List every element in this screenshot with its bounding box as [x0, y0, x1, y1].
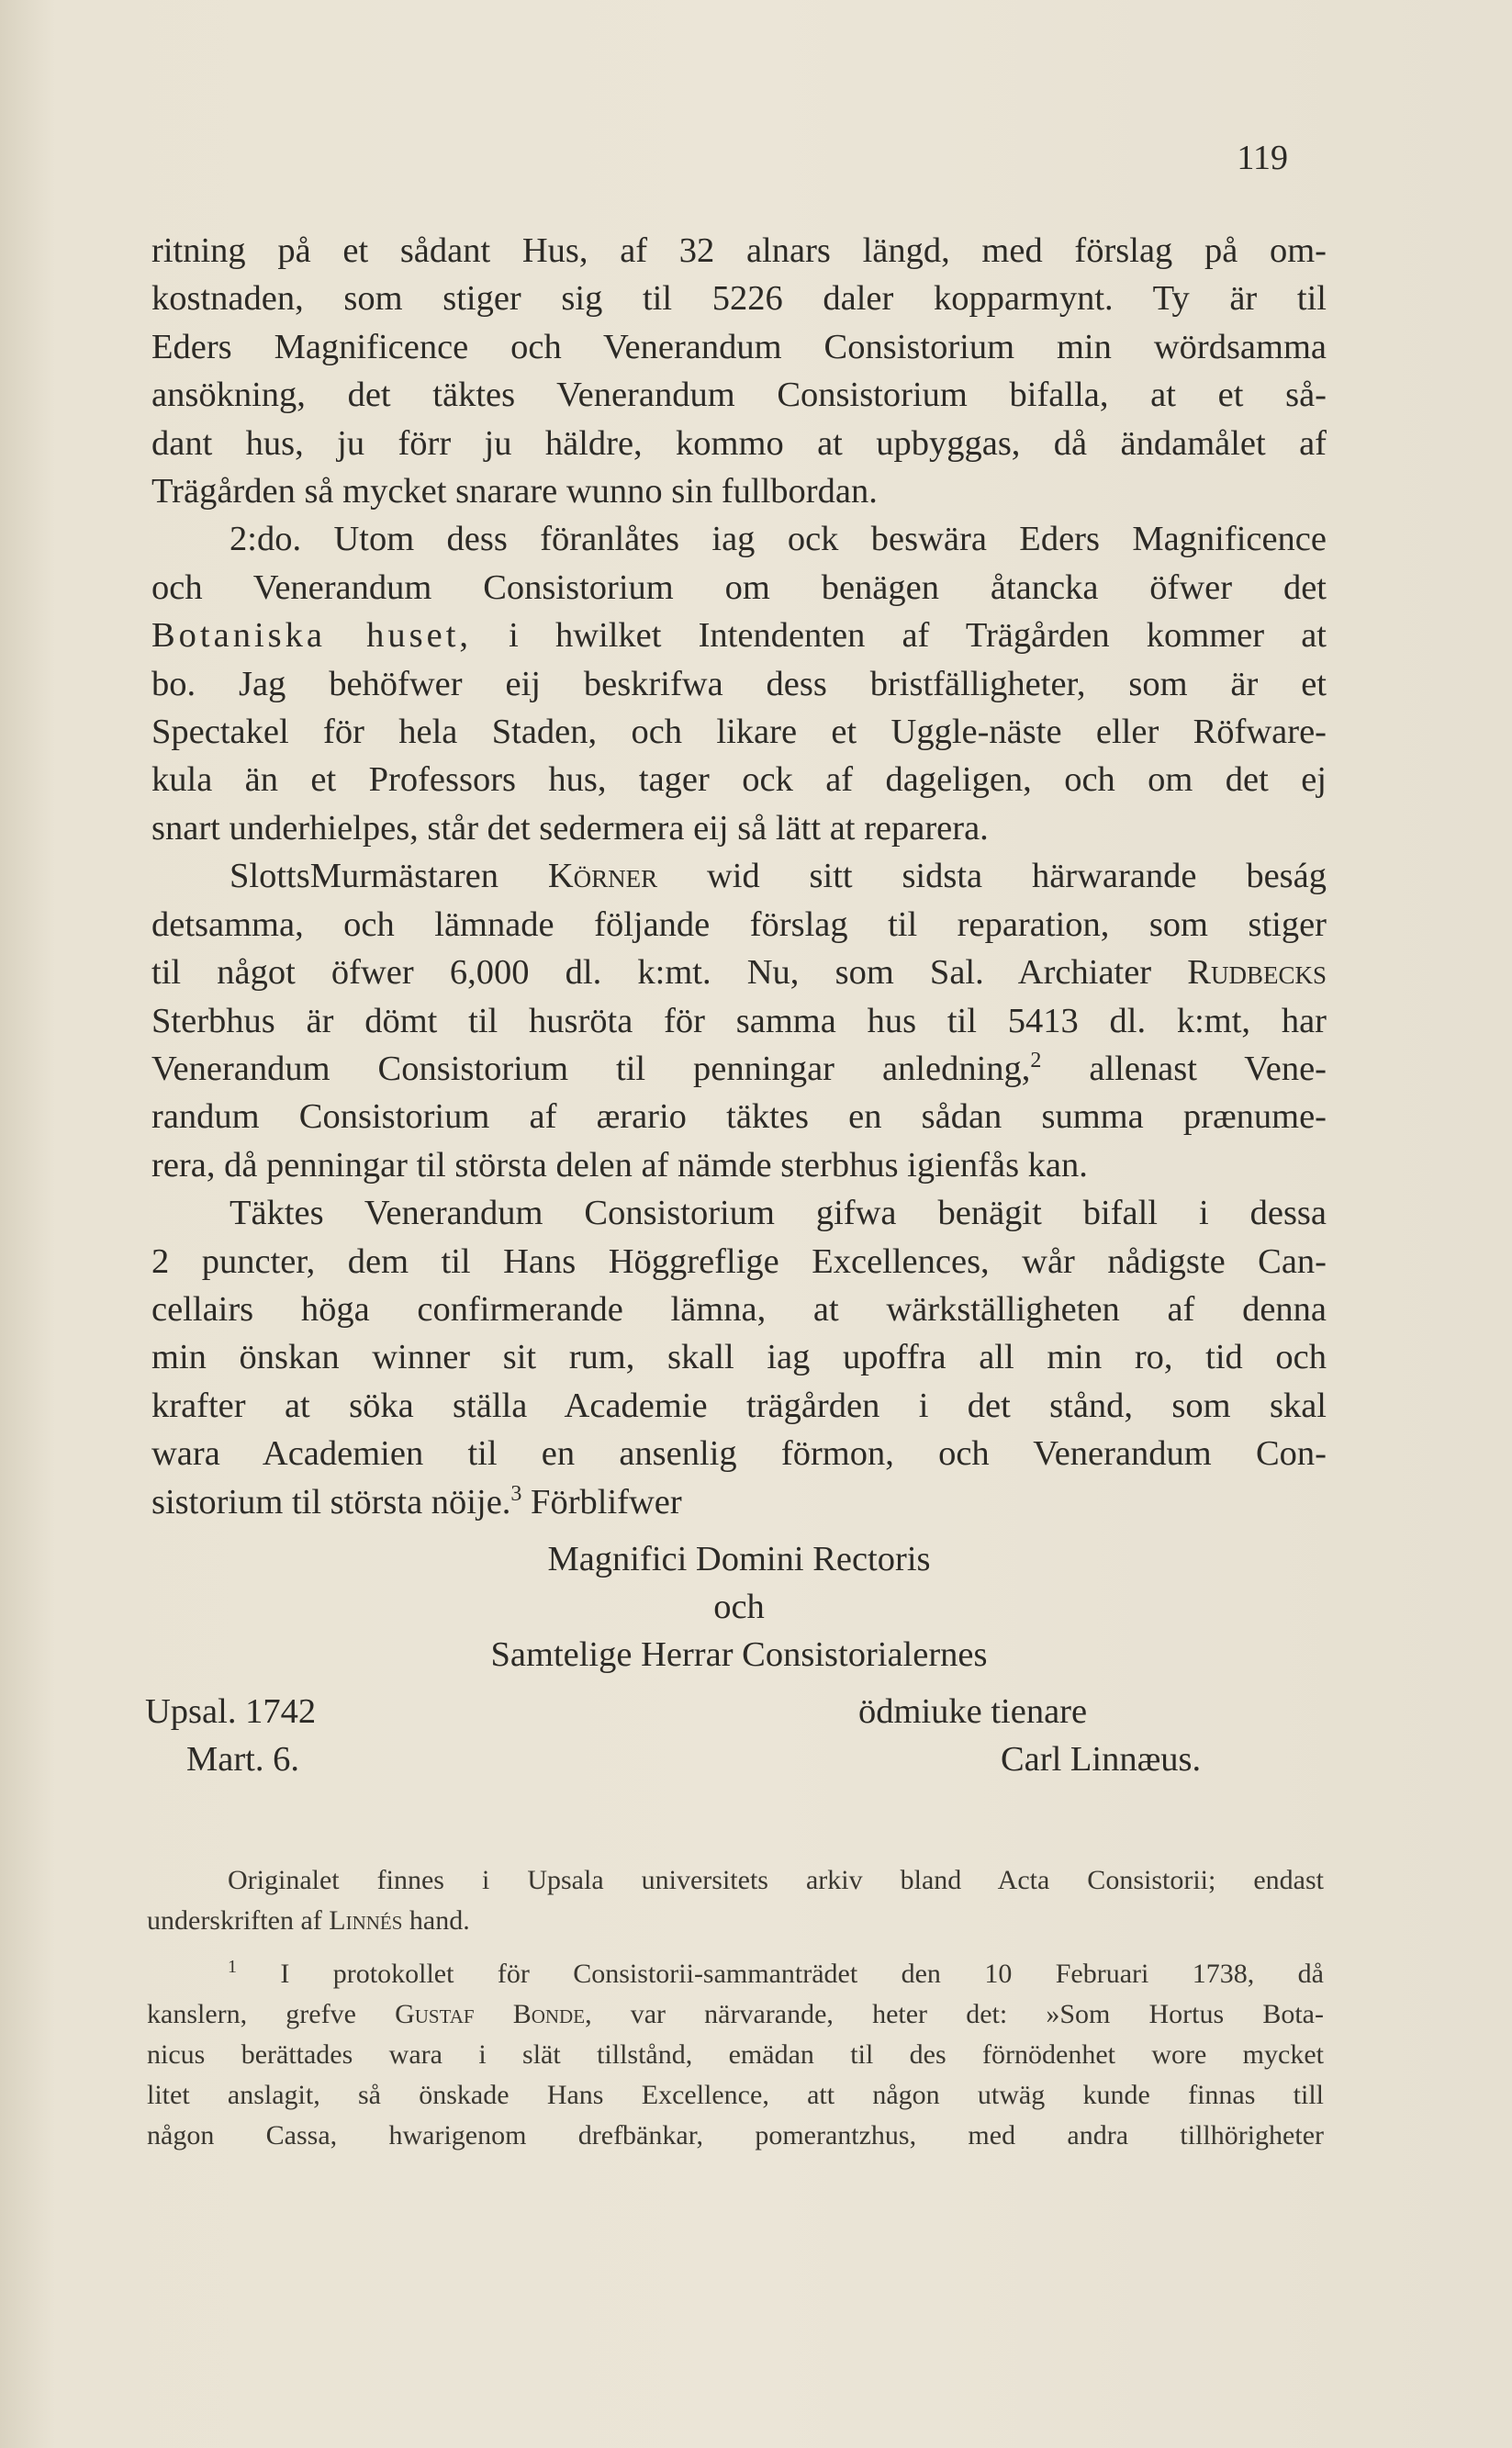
text-run: Förblifwer: [521, 1482, 682, 1522]
closing-salutation: Samtelige Herrar Consistorialernes: [490, 1635, 988, 1674]
paragraph-line: min önskan winner sit rum, skall iag upoffra all min ro, tid och: [151, 1338, 1327, 1377]
closing-salutation: och: [713, 1588, 765, 1626]
place-date: Upsal. 1742: [145, 1692, 317, 1731]
text-run: SlottsMurmästaren: [230, 857, 548, 896]
person-name: Linnés: [329, 1905, 403, 1936]
paragraph-line: randum Consistorium af ærario täktes en sådan summa prænume-: [151, 1097, 1327, 1137]
person-name: Rudbecks: [1187, 953, 1327, 993]
paragraph-line: Täktes Venerandum Consistorium gifwa benägit bifall i dessa: [230, 1194, 1327, 1233]
text-run: wid sitt sidsta härwarande beság: [657, 857, 1327, 896]
paragraph-line: detsamma, och lämnade följande förslag til reparation, som stiger: [151, 904, 1327, 944]
page-number: 119: [1237, 139, 1288, 177]
signature-name: Carl Linnæus.: [1001, 1740, 1202, 1779]
text-run: i hwilket Intendenten af Trägården kommer at: [472, 616, 1327, 656]
note-line: [147, 1901, 1324, 1941]
paragraph-line: kostnaden, som stiger sig til 5226 daler kopparmynt. Ty är til: [151, 279, 1327, 319]
closing-salutation: Magnifici Domini Rectoris: [547, 1540, 931, 1578]
signature-line: ödmiuke tienare: [858, 1692, 1088, 1731]
person-name: Körner: [547, 857, 658, 896]
note-line: [147, 1994, 1324, 2035]
text-run: I protokollet för Consistorii-sammanträdet den 10 Februari 1738, då: [237, 1959, 1324, 1989]
paragraph-line: [151, 1478, 1327, 1526]
note-line: någon Cassa, hwarigenom drefbänkar, pomerantzhus, med andra tillhörigheter: [147, 2120, 1324, 2150]
footnote-ref: 3: [510, 1481, 522, 1506]
footnote-ref: 2: [1030, 1048, 1042, 1072]
text-run: til något öfwer 6,000 dl. k:mt. Nu, som Sal. Archiater: [151, 953, 1188, 993]
text-run: Venerandum Consistorium til penningar anledning,: [151, 1049, 1031, 1088]
source-note: [147, 1860, 1324, 1941]
footnote-1: [147, 1954, 1324, 2156]
note-line: litet anslagit, så önskade Hans Excellence, att någon utwäg kunde finnas till: [147, 2080, 1324, 2110]
paragraph-line: kula än et Professors hus, tager ock af dageligen, och om det ej: [151, 760, 1327, 800]
paragraph-line: rera, då penningar til största delen af nämde sterbhus igienfås kan.: [151, 1145, 1088, 1185]
paragraph-line: ansökning, det täktes Venerandum Consistorium bifalla, at et så-: [151, 376, 1327, 415]
paragraph-line: cellairs höga confirmerande lämna, at wärkställigheten af denna: [151, 1289, 1327, 1329]
paragraph-line: [151, 612, 1327, 659]
paragraph-line: dant hus, ju förr ju häldre, kommo at upbyggas, då ändamålet af: [151, 423, 1327, 463]
paragraph-line: bo. Jag behöfwer eij beskrifwa dess bristfälligheter, som är et: [151, 664, 1327, 703]
paragraph-line: [151, 852, 1327, 900]
note-line: nicus berättades wara i slät tillstånd, emädan til des förnödenhet wore mycket: [147, 2039, 1324, 2070]
paragraph-line: Eders Magnificence och Venerandum Consistorium min wördsamma: [151, 327, 1327, 366]
paragraph-line: Spectakel för hela Staden, och likare et Uggle-näste eller Röfware-: [151, 713, 1327, 752]
paragraph-line: Sterbhus är dömt til husröta för samma hus til 5413 dl. k:mt, har: [151, 1001, 1327, 1040]
paragraph-line: ritning på et sådant Hus, af 32 alnars längd, med förslag på om-: [151, 231, 1327, 270]
spaced-emphasis: Botaniska huset,: [151, 616, 473, 656]
paragraph-line: [151, 1045, 1327, 1093]
paragraph-line: 2 puncter, dem til Hans Höggreflige Excellences, wår nådigste Can-: [151, 1241, 1327, 1281]
text-run: underskriften af: [147, 1905, 330, 1936]
paragraph-line: [151, 949, 1327, 996]
paragraph-line: Trägården så mycket snarare wunno sin fullbordan.: [151, 472, 878, 511]
text-run: , var närvarande, heter det: »Som Hortus Bota-: [585, 1999, 1324, 2029]
person-name: Gustaf Bonde: [395, 1999, 586, 2029]
text-run: kanslern, grefve: [147, 1999, 396, 2029]
text-run: hand.: [402, 1905, 470, 1936]
place-date: Mart. 6.: [186, 1740, 299, 1779]
text-run: allenast Vene-: [1041, 1049, 1327, 1088]
note-line: [147, 1954, 1324, 1994]
paragraph-line: snart underhielpes, står det sedermera eij så lätt at reparera.: [151, 808, 989, 848]
paragraph-line: och Venerandum Consistorium om benägen åtancka öfwer det: [151, 567, 1327, 607]
paragraph-line: wara Academien til en ansenlig förmon, och Venerandum Con-: [151, 1434, 1327, 1474]
footnote-marker: 1: [228, 1957, 237, 1977]
paragraph-line: 2:do. Utom dess föranlåtes iag ock beswära Eders Magnificence: [230, 520, 1327, 559]
paragraph-line: krafter at söka ställa Academie trägården i det stånd, som skal: [151, 1386, 1327, 1425]
letter-body: [151, 227, 1327, 1526]
text-run: sistorium til största nöije.: [151, 1482, 511, 1522]
note-line: Originalet finnes i Upsala universitets arkiv bland Acta Consistorii; endast: [228, 1865, 1324, 1895]
